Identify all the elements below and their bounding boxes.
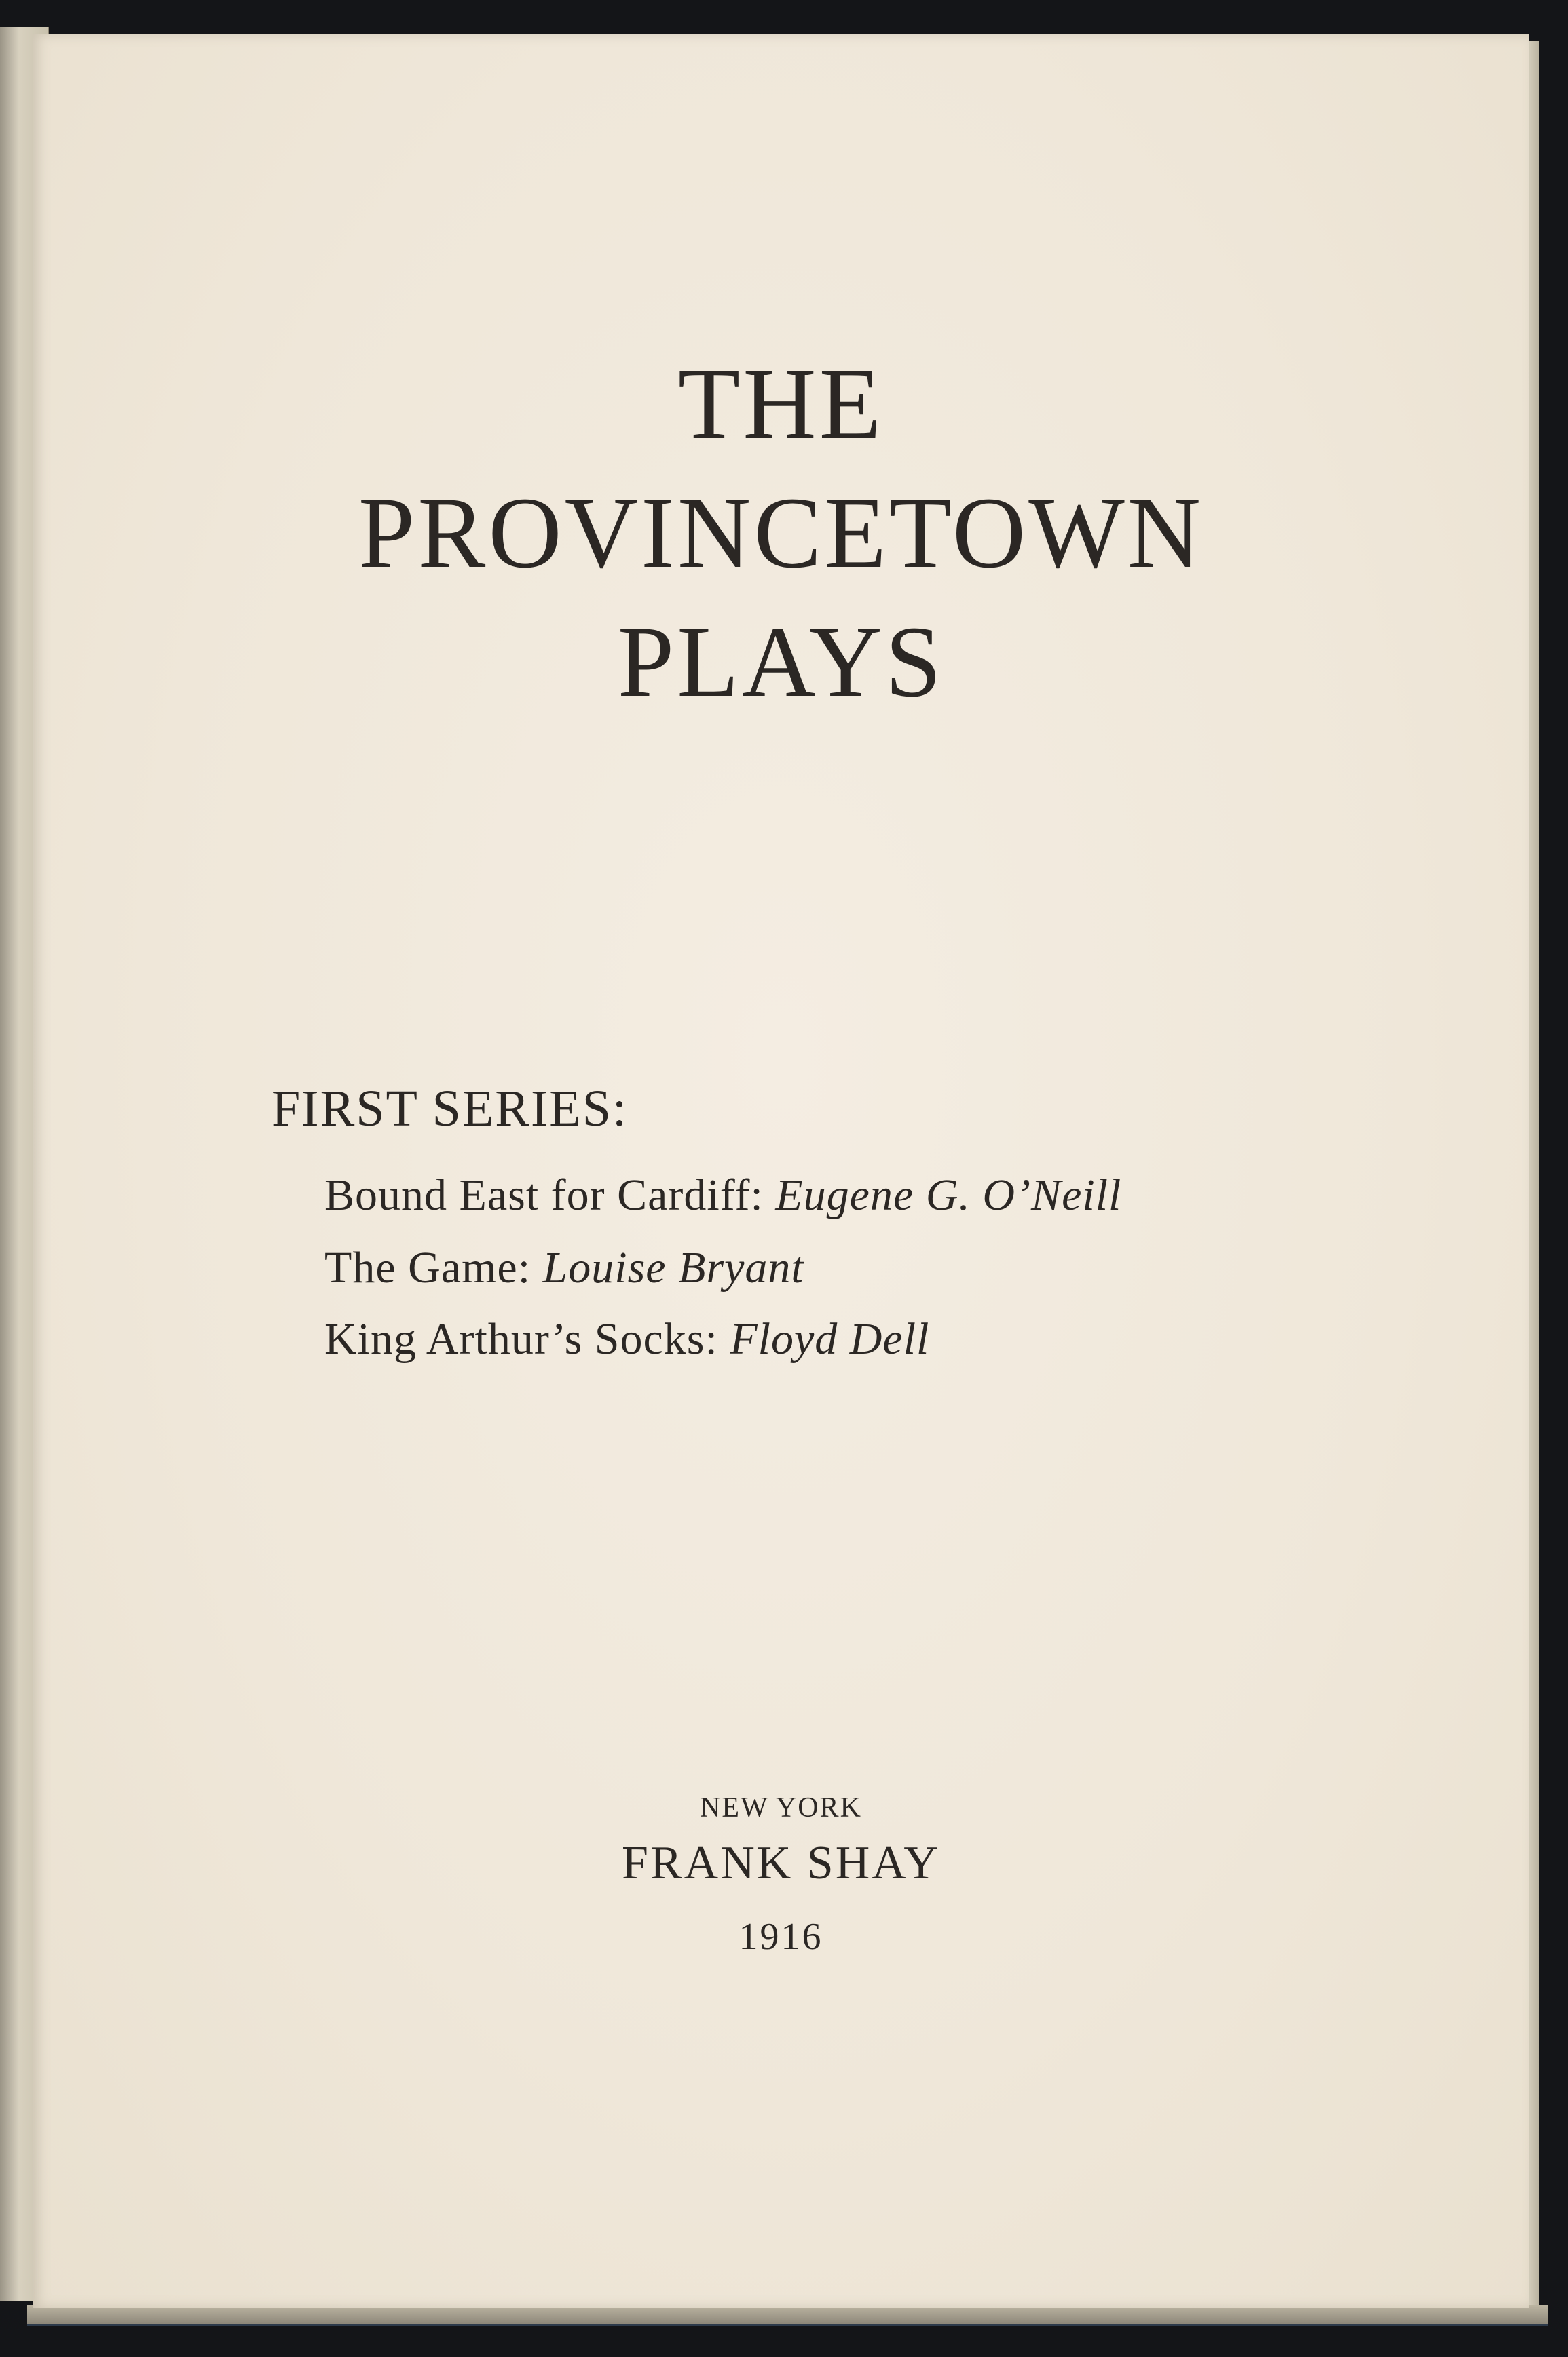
play-author: Louise Bryant [542, 1243, 804, 1293]
play-title: King Arthur’s Socks: [324, 1314, 730, 1364]
imprint-publisher: FRANK SHAY [622, 1837, 940, 1889]
title-line-1: THE [677, 348, 884, 460]
play-entry [324, 1314, 930, 1364]
imprint-year: 1916 [739, 1916, 823, 1958]
play-entry [324, 1170, 1122, 1220]
play-entry [324, 1243, 804, 1293]
play-title: Bound East for Cardiff: [324, 1170, 776, 1220]
title-line-2: PROVINCETOWN [358, 477, 1204, 589]
play-author: Floyd Dell [730, 1314, 930, 1364]
title-page [33, 34, 1529, 2308]
imprint-place: NEW YORK [700, 1792, 862, 1823]
series-heading: FIRST SERIES: [272, 1080, 629, 1137]
play-author: Eugene G. O’Neill [775, 1170, 1122, 1220]
title-line-3: PLAYS [617, 606, 945, 718]
play-title: The Game: [324, 1243, 543, 1293]
